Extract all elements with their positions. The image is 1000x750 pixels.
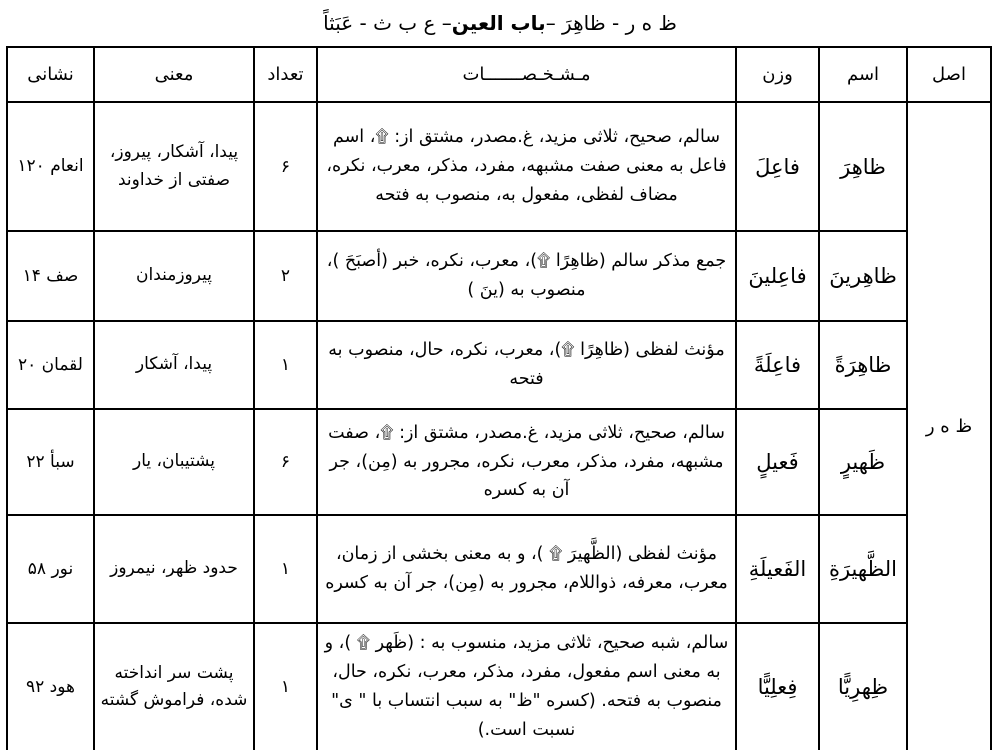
cell-mani: حدود ظهر، نیمروز	[94, 515, 254, 623]
cell-moshakhasat: سالم، صحیح، ثلاثی مزید، غ.مصدر، مشتق از: ۩، صفت مشبهه، مفرد، مذکر، معرب، نکره، مجرور به (مِن)، جر آن به کسره	[317, 409, 736, 515]
cell-vazn: فاعِلَةً	[736, 321, 819, 409]
header-mani: معنی	[94, 47, 254, 102]
page-title	[0, 0, 1000, 46]
header-row	[7, 47, 991, 102]
morphology-table	[6, 46, 992, 750]
cell-mani: پیدا، آشکار، پیروز، صفتی از خداوند	[94, 102, 254, 231]
cell-neshani: نور ۵۸	[7, 515, 94, 623]
cell-tedad: ۶	[254, 102, 317, 231]
table-row	[7, 409, 991, 515]
table-row	[7, 515, 991, 623]
cell-esm: الظَّهیرَةِ	[819, 515, 907, 623]
cell-moshakhasat: جمع مذکر سالم (ظاهِرًا ۩)، معرب، نکره، خبر (أصبَحَ )، منصوب به (ینَ )	[317, 231, 736, 321]
cell-vazn: الفَعیلَةِ	[736, 515, 819, 623]
cell-neshani: صف ۱۴	[7, 231, 94, 321]
title-roots-right: – ع ب ث - عَبَثاً	[323, 11, 452, 35]
table-row	[7, 102, 991, 231]
cell-neshani: هود ۹۲	[7, 623, 94, 750]
cell-moshakhasat: سالم، شبه صحیح، ثلاثی مزید، منسوب به : (ظَهر ۩ )، و به معنی اسم مفعول، مفرد، مذکر، معرب، نکره، حال، منصوب به فتحه. (کسره "ظ" به سبب انتساب با " ی" نسبت است.)	[317, 623, 736, 750]
header-asl: اصل	[907, 47, 991, 102]
cell-mani: پیروزمندان	[94, 231, 254, 321]
table-row	[7, 623, 991, 750]
cell-tedad: ۱	[254, 623, 317, 750]
header-moshakhasat: مـشـخـصـــــــات	[317, 47, 736, 102]
title-roots-left: ظ ه ر - ظاهِرَ –	[545, 11, 677, 35]
cell-mani: پیدا، آشکار	[94, 321, 254, 409]
cell-tedad: ۱	[254, 515, 317, 623]
cell-esm: ظاهِرینَ	[819, 231, 907, 321]
cell-tedad: ۶	[254, 409, 317, 515]
cell-neshani: لقمان ۲۰	[7, 321, 94, 409]
cell-esm: ظِهرِیًّا	[819, 623, 907, 750]
cell-moshakhasat: سالم، صحیح، ثلاثی مزید، غ.مصدر، مشتق از: ۩، اسم فاعل به معنی صفت مشبهه، مفرد، مذکر، معرب، نکره، مضاف لفظی، مفعول به، منصوب به فتحه	[317, 102, 736, 231]
cell-esm: ظَهیرٍ	[819, 409, 907, 515]
header-vazn: وزن	[736, 47, 819, 102]
table-row	[7, 231, 991, 321]
cell-esm: ظاهِرَةً	[819, 321, 907, 409]
cell-vazn: فاعِلَ	[736, 102, 819, 231]
cell-vazn: فاعِلینَ	[736, 231, 819, 321]
table-row	[7, 321, 991, 409]
cell-esm: ظاهِرَ	[819, 102, 907, 231]
cell-mani: پشت سر انداخته شده، فراموش گشته	[94, 623, 254, 750]
cell-tedad: ۲	[254, 231, 317, 321]
cell-neshani: انعام ۱۲۰	[7, 102, 94, 231]
cell-vazn: فِعلِیًّا	[736, 623, 819, 750]
cell-asl-root: ظ ه ر	[907, 102, 991, 750]
cell-mani: پشتیبان، یار	[94, 409, 254, 515]
cell-moshakhasat: مؤنث لفظی (ظاهِرًا ۩)، معرب، نکره، حال، منصوب به فتحه	[317, 321, 736, 409]
cell-moshakhasat: مؤنث لفظی (الظَّهیرَ ۩ )، و به معنی بخشی از زمان، معرب، معرفه، ذواللام، مجرور به (مِن)، جر آن به کسره	[317, 515, 736, 623]
header-tedad: تعداد	[254, 47, 317, 102]
header-esm: اسم	[819, 47, 907, 102]
cell-vazn: فَعیلٍ	[736, 409, 819, 515]
cell-tedad: ۱	[254, 321, 317, 409]
header-neshani: نشانی	[7, 47, 94, 102]
cell-neshani: سبأ ۲۲	[7, 409, 94, 515]
title-chapter: باب العين	[451, 11, 546, 35]
